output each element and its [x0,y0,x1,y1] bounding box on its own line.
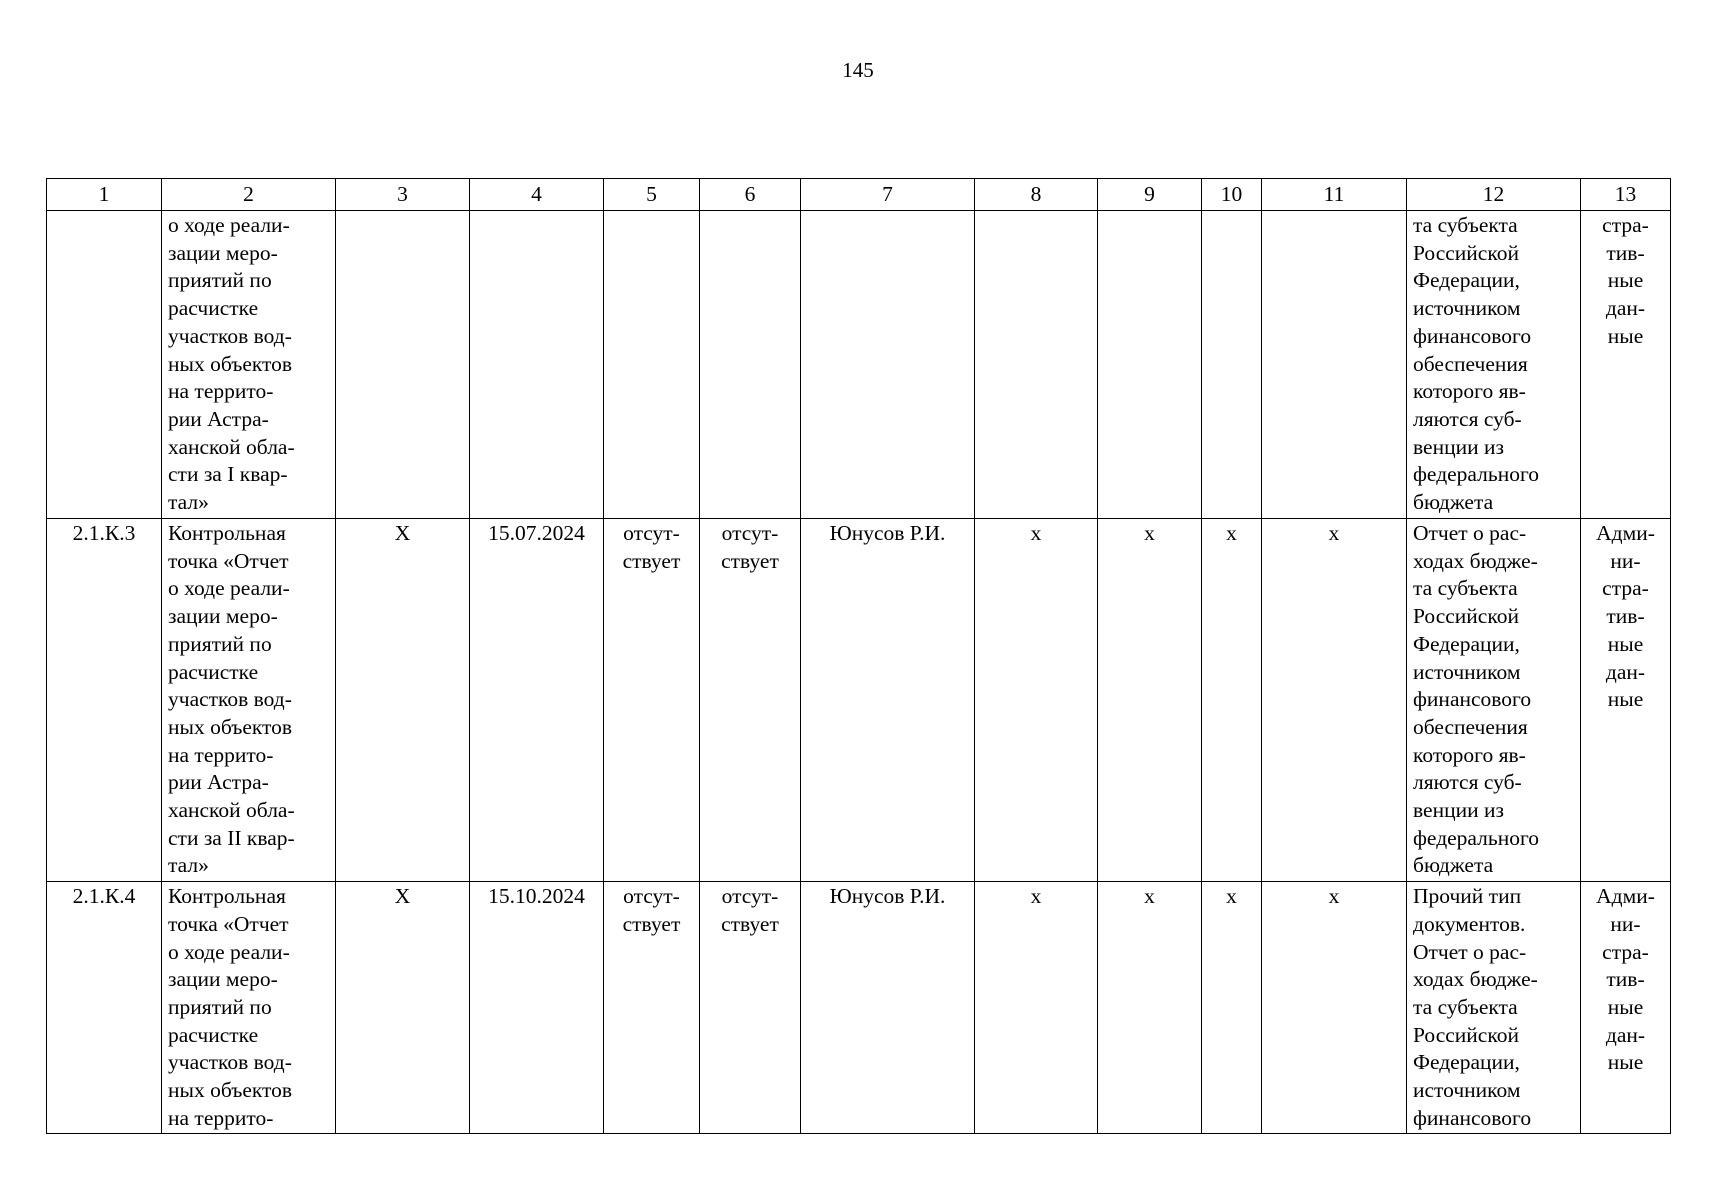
cell-date: 15.10.2024 [470,882,604,1134]
cell-data-source: Адми- ни- стра- тив- ные дан- ные [1581,519,1671,882]
cell-col5: отсут- ствует [604,519,700,882]
column-header: 1 [47,179,162,211]
column-header: 10 [1202,179,1262,211]
cell-col10: х [1202,882,1262,1134]
cell-responsible: Юнусов Р.И. [801,882,975,1134]
cell-col11: х [1262,519,1407,882]
cell-col9 [1098,211,1202,519]
table-row [47,211,1671,519]
column-header: 4 [470,179,604,211]
cell-col8 [975,211,1098,519]
cell-description: Контрольная точка «Отчет о ходе реали- зации меро- приятий по расчистке участков вод- ных объектов на террито- [162,882,336,1134]
table-row [47,882,1671,1134]
column-header: 5 [604,179,700,211]
cell-number [47,211,162,519]
column-header: 12 [1407,179,1581,211]
page-number: 145 [842,58,874,82]
cell-col3: X [336,519,470,882]
cell-data-source: стра- тив- ные дан- ные [1581,211,1671,519]
cell-col9: х [1098,519,1202,882]
cell-col8: х [975,519,1098,882]
cell-description: о ходе реали- зации меро- приятий по расчистке участков вод- ных объектов на террито- рии Астра- ханской обла- сти за I квар- тал» [162,211,336,519]
cell-date: 15.07.2024 [470,519,604,882]
cell-col9: х [1098,882,1202,1134]
cell-col11: х [1262,882,1407,1134]
cell-col6 [700,211,801,519]
cell-responsible: Юнусов Р.И. [801,519,975,882]
column-header: 13 [1581,179,1671,211]
cell-col10 [1202,211,1262,519]
cell-description: Контрольная точка «Отчет о ходе реали- зации меро- приятий по расчистке участков вод- ных объектов на террито- рии Астра- ханской обла- сти за II квар- тал» [162,519,336,882]
cell-document-type: Прочий тип документов. Отчет о рас- ходах бюдже- та субъекта Российской Федерации, источником финансового [1407,882,1581,1134]
column-header: 6 [700,179,801,211]
cell-col8: х [975,882,1098,1134]
column-header: 11 [1262,179,1407,211]
cell-col10: х [1202,519,1262,882]
cell-date [470,211,604,519]
table-row [47,519,1671,882]
cell-number: 2.1.К.3 [47,519,162,882]
table-header-row [47,179,1671,211]
cell-responsible [801,211,975,519]
cell-col5 [604,211,700,519]
data-table [46,178,1671,1134]
column-header: 7 [801,179,975,211]
cell-document-type: Отчет о рас- ходах бюдже- та субъекта Российской Федерации, источником финансового обеспечения которого яв- ляются суб- венции из федерального бюджета [1407,519,1581,882]
cell-col3 [336,211,470,519]
column-header: 8 [975,179,1098,211]
column-header: 9 [1098,179,1202,211]
cell-document-type: та субъекта Российской Федерации, источником финансового обеспечения которого яв- ляются суб- венции из федерального бюджета [1407,211,1581,519]
cell-col3: X [336,882,470,1134]
cell-col6: отсут- ствует [700,519,801,882]
column-header: 2 [162,179,336,211]
cell-col5: отсут- ствует [604,882,700,1134]
cell-data-source: Адми- ни- стра- тив- ные дан- ные [1581,882,1671,1134]
cell-number: 2.1.К.4 [47,882,162,1134]
cell-col6: отсут- ствует [700,882,801,1134]
cell-col11 [1262,211,1407,519]
column-header: 3 [336,179,470,211]
